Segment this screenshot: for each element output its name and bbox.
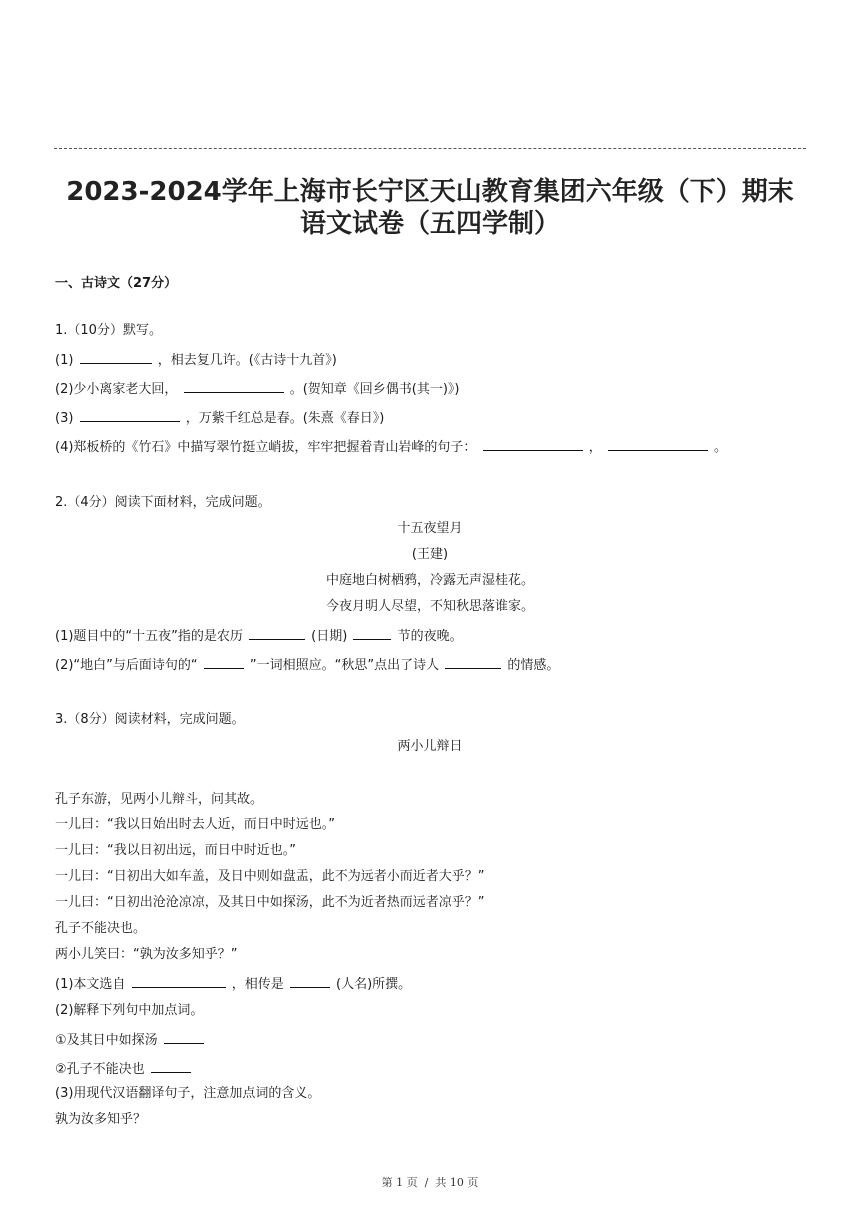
q3-part-1-suffix: (人名)所撰。 (336, 977, 412, 992)
passage-line: 两小儿笑曰：“孰为汝多知乎？” (55, 947, 238, 962)
cut-line (54, 148, 806, 149)
q1-part-4 (55, 438, 727, 457)
passage-line: 孔子东游，见两小儿辩斗，问其故。 (55, 792, 264, 807)
answer-blank[interactable] (204, 656, 244, 669)
answer-blank[interactable] (164, 1031, 204, 1044)
q1-part-1 (55, 351, 337, 370)
q1-part-4-separator: ， (588, 440, 602, 455)
answer-blank[interactable] (445, 656, 501, 669)
q3-part-1 (55, 975, 411, 994)
exam-title (40, 176, 820, 240)
poem-line-1: 中庭地白树栖鸦，冷露无声湿桂花。 (325, 573, 534, 588)
q2-stem: 2.（4分）阅读下面材料，完成问题。 (55, 495, 271, 510)
q3-part-3-sentence: 孰为汝多知乎？ (55, 1112, 147, 1127)
q1-part-4-suffix: 。 (714, 440, 728, 455)
passage-line: 孔子不能决也。 (55, 921, 147, 936)
answer-blank[interactable] (151, 1060, 191, 1073)
q1-part-3-prefix: (3) (55, 411, 74, 426)
answer-blank[interactable] (353, 627, 391, 640)
answer-blank[interactable] (608, 438, 708, 451)
poem-line-2: 今夜月明人尽望，不知秋思落谁家。 (325, 599, 534, 614)
q3-part-1-middle: ，相传是 (231, 977, 284, 992)
answer-blank[interactable] (132, 975, 226, 988)
poem-author: (王建) (411, 547, 449, 562)
q3-part-3: (3)用现代汉语翻译句子，注意加点词的含义。 (55, 1086, 321, 1101)
answer-blank[interactable] (80, 351, 152, 364)
answer-blank[interactable] (290, 975, 330, 988)
q3-part-2b (55, 1060, 193, 1079)
passage-line: 一儿曰：“日初出大如车盖，及日中则如盘盂，此不为远者小而近者大乎？” (55, 869, 485, 884)
q1-part-4-prefix: (4)郑板桥的《竹石》中描写翠竹挺立峭拔，牢牢把握着青山岩峰的句子： (55, 440, 477, 455)
q3-part-1-prefix: (1)本文选自 (55, 977, 126, 992)
q3-part-2a (55, 1031, 206, 1050)
q3-part-2b-text: ②孔子不能决也 (55, 1062, 145, 1077)
q3-stem: 3.（8分）阅读材料，完成问题。 (55, 712, 245, 727)
q1-part-3-suffix: ，万紫千红总是春。(朱熹《春日》) (185, 411, 385, 426)
q2-part-1-middle: (日期) (311, 629, 348, 644)
answer-blank[interactable] (483, 438, 583, 451)
q2-part-1-suffix: 节的夜晚。 (397, 629, 463, 644)
q1-part-2-suffix: 。(贺知章《回乡偶书(其一)》) (289, 382, 460, 397)
q3-part-2: (2)解释下列句中加点词。 (55, 1003, 204, 1018)
q1-part-2-prefix: (2)少小离家老大回， (55, 382, 178, 397)
q3-part-2a-text: ①及其日中如探汤 (55, 1033, 158, 1048)
title-line-1: 2023-2024学年上海市长宁区天山教育集团六年级（下）期末 (66, 177, 794, 207)
q2-part-2-prefix: (2)“地白”与后面诗句的“ (55, 658, 198, 673)
poem-title: 十五夜望月 (397, 521, 463, 536)
passage-line: 一儿曰：“日初出沧沧凉凉，及其日中如探汤，此不为近者热而远者凉乎？” (55, 895, 485, 910)
q1-part-1-suffix: ，相去复几许。(《古诗十九首》) (157, 353, 337, 368)
page-number: 第 1 页 / 共 10 页 (381, 1176, 479, 1189)
answer-blank[interactable] (249, 627, 305, 640)
title-line-2: 语文试卷（五四学制） (299, 209, 560, 239)
q2-part-2 (55, 656, 559, 675)
section-heading: 一、古诗文（27分） (55, 276, 178, 291)
q2-part-1-prefix: (1)题目中的“十五夜”指的是农历 (55, 629, 243, 644)
answer-blank[interactable] (80, 409, 180, 422)
q2-part-1 (55, 627, 463, 646)
q2-part-2-middle: ”一词相照应。“秋思”点出了诗人 (249, 658, 440, 673)
q2-part-2-suffix: 的情感。 (507, 658, 560, 673)
passage-line: 一儿曰：“我以日始出时去人近，而日中时远也。” (55, 817, 335, 832)
q1-part-2 (55, 380, 460, 399)
answer-blank[interactable] (184, 380, 284, 393)
passage-title: 两小儿辩日 (397, 739, 463, 754)
q1-part-1-prefix: (1) (55, 353, 74, 368)
q1-stem: 1.（10分）默写。 (55, 323, 162, 338)
passage-line: 一儿曰：“我以日初出远，而日中时近也。” (55, 843, 296, 858)
q1-part-3 (55, 409, 384, 428)
